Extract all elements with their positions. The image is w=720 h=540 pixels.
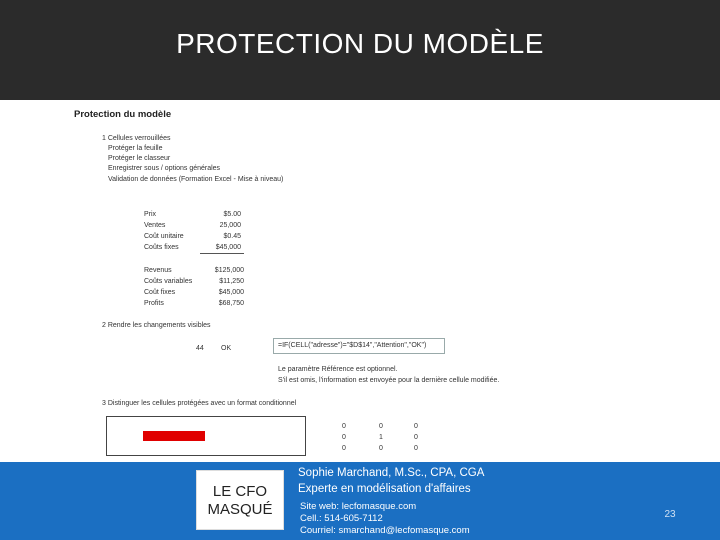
input-underline [200,253,244,254]
grid-cell: 0 [342,445,346,452]
input-value: 25,000 [219,222,241,229]
input-label: Prix [144,211,157,218]
formula-bar [273,338,445,354]
author-role: Experte en modélisation d'affaires [298,483,471,495]
result-value: $45,000 [218,289,244,296]
result-label: Coût fixes [144,289,176,296]
result-value: $68,750 [218,300,244,307]
spreadsheet-screenshot [64,100,540,462]
author-name: Sophie Marchand, M.Sc., CPA, CGA [298,467,485,479]
highlighted-cell [143,431,205,441]
grid-cell: 0 [414,445,418,452]
sheet-title: Protection du modèle [74,109,172,120]
slide-title: PROTECTION DU MODÈLE [176,28,544,59]
section1-heading: 1 Cellules verrouillées [102,135,171,142]
page-number: 23 [664,509,676,520]
grid-cell: 1 [379,434,383,441]
grid-cell: 0 [379,445,383,452]
input-value: $0.45 [223,233,241,240]
website-link[interactable]: Site web: lecfomasque.com [300,501,417,512]
section2-heading: 2 Rendre les changements visibles [102,322,211,329]
grid-cell: 0 [342,434,346,441]
result-label: Revenus [144,267,172,274]
result-value: $125,000 [214,267,244,274]
email-link[interactable]: Courriel: smarchand@lecfomasque.com [300,525,470,536]
input-value: $45,000 [215,244,241,251]
input-label: Coûts fixes [144,244,179,251]
logo-line2: MASQUÉ [207,501,273,518]
grid-cell: 0 [414,423,418,430]
input-label: Coût unitaire [144,233,184,240]
slide-header [0,0,720,100]
section1-item: Validation de données (Formation Excel - Mise à niveau) [108,176,284,183]
grid-cell: 0 [342,423,346,430]
section1-item: Protéger le classeur [108,155,171,162]
grid-cell: 0 [414,434,418,441]
result-label: Profits [144,300,164,307]
section2-note: Le paramètre Référence est optionnel. [278,366,398,373]
input-value: $5.00 [223,211,241,218]
logo-line1: LE CFO [212,483,268,500]
section1-item: Enregistrer sous / options générales [108,165,221,172]
cell-value: 44 [196,345,204,352]
cfo-logo [196,470,284,530]
section2-note: S'il est omis, l'information est envoyée pour la dernière cellule modifiée. [278,377,500,384]
formula-text: =IF(CELL("adresse")="$D$14","Attention","OK") [278,342,427,349]
conditional-format-box [106,416,306,456]
section3-heading: 3 Distinguer les cellules protégées avec un format conditionnel [102,400,297,407]
result-label: Coûts variables [144,278,193,285]
phone-number: Cell.: 514-605-7112 [300,513,383,524]
result-value: $11,250 [219,278,244,285]
grid-cell: 0 [379,423,383,430]
cell-result: OK [221,345,232,352]
section1-item: Protéger la feuille [108,145,163,152]
input-label: Ventes [144,222,166,229]
